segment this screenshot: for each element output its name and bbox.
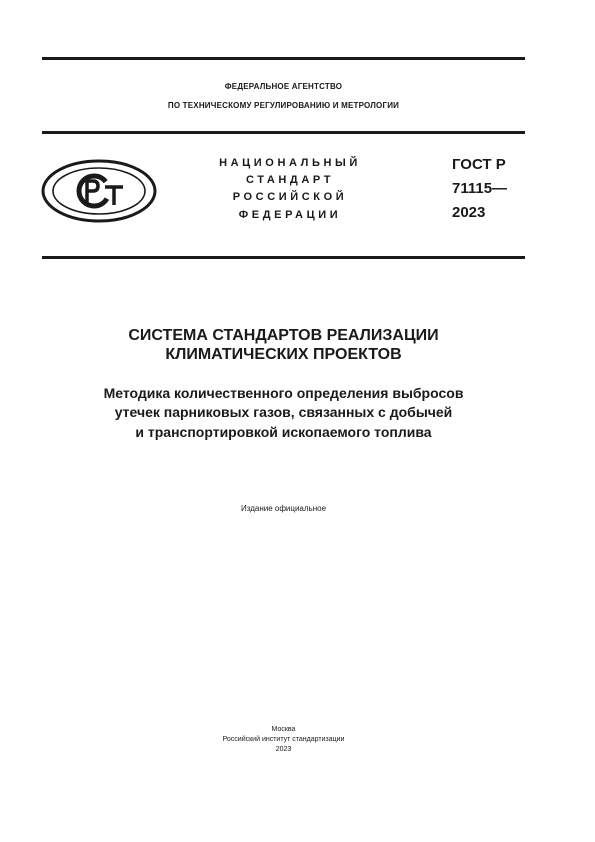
masthead-bottom-rule <box>42 256 525 259</box>
top-rule <box>42 57 525 60</box>
header-rule <box>42 131 525 134</box>
designation-line2: 71115— <box>452 180 508 197</box>
imprint-city: Москва <box>271 726 296 733</box>
standard-type-line2: СТАНДАРТ <box>245 174 335 186</box>
document-subtitle-line1: Методика количественного определения выбросов <box>103 385 464 401</box>
agency-name-line2: ПО ТЕХНИЧЕСКОМУ РЕГУЛИРОВАНИЮ И МЕТРОЛОГИИ <box>167 101 400 110</box>
document-subtitle-line3: и транспортировкой ископаемого топлива <box>135 424 432 440</box>
agency-name-line1: ФЕДЕРАЛЬНОЕ АГЕНТСТВО <box>224 82 343 91</box>
imprint-year: 2023 <box>275 746 292 753</box>
designation-line3: 2023 <box>452 204 486 221</box>
imprint-publisher: Российский институт стандартизации <box>222 736 345 743</box>
document-title-line1: СИСТЕМА СТАНДАРТОВ РЕАЛИЗАЦИИ <box>128 327 439 344</box>
edition-note: Издание официальное <box>240 504 327 513</box>
standard-type-line4: ФЕДЕРАЦИИ <box>238 209 342 221</box>
designation-line1: ГОСТ Р <box>452 156 506 173</box>
document-title-line2: КЛИМАТИЧЕСКИХ ПРОЕКТОВ <box>165 346 402 363</box>
standard-type-line3: РОССИЙСКОЙ <box>232 191 348 203</box>
document-subtitle-line2: утечек парниковых газов, связанных с добычей <box>114 404 453 420</box>
standard-type-line1: НАЦИОНАЛЬНЫЙ <box>219 157 361 169</box>
rst-mark-icon <box>41 159 157 223</box>
